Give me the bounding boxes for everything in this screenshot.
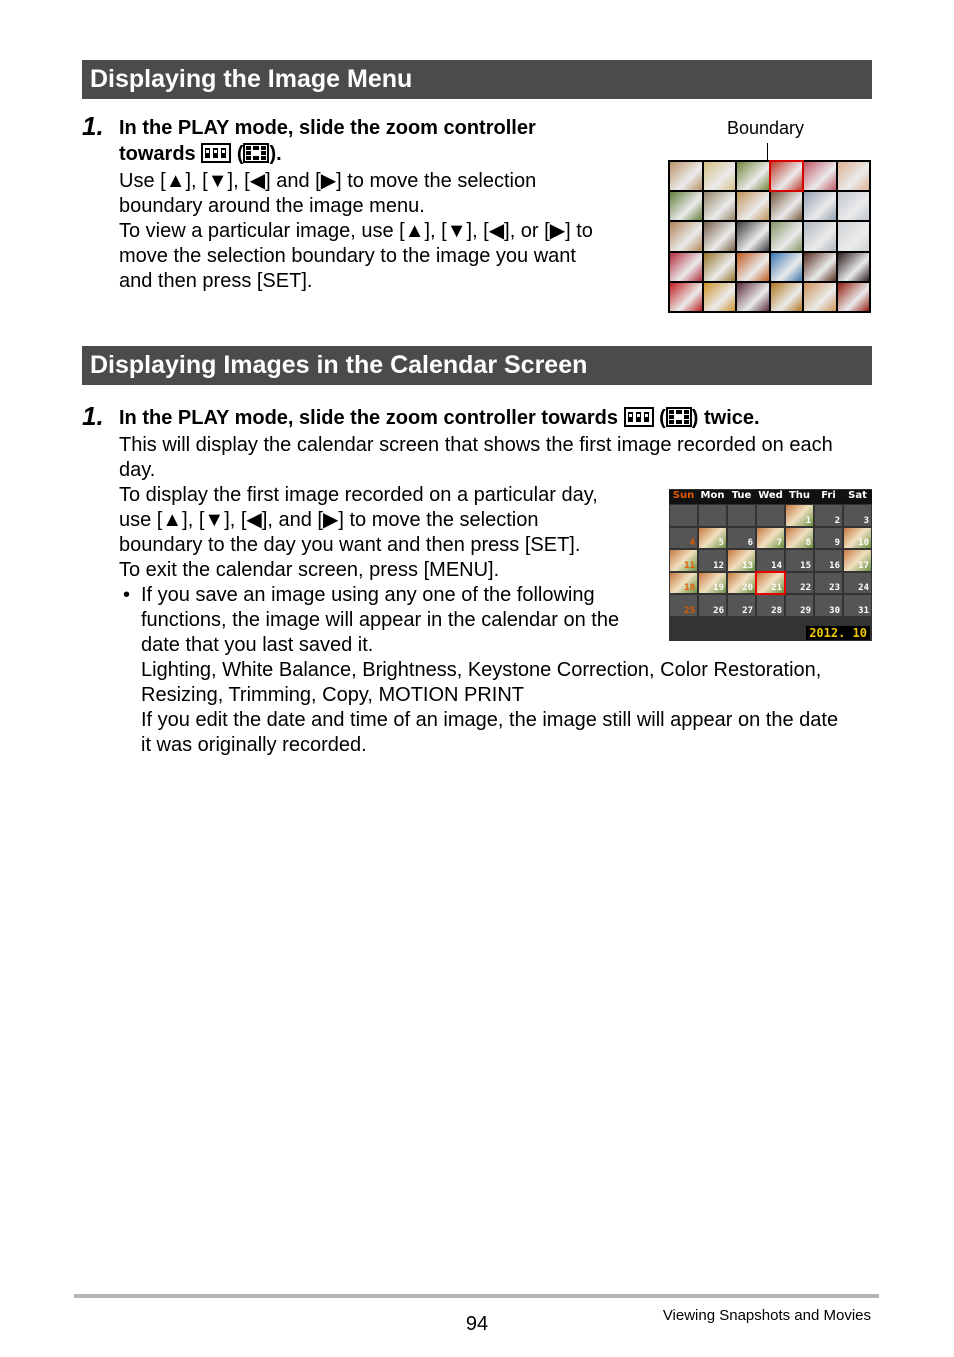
- calendar-day[interactable]: [786, 595, 813, 616]
- calendar-day-number: 28: [771, 605, 782, 616]
- step-heading-twice: ) twice.: [691, 407, 760, 429]
- thumbnail-image: [737, 283, 769, 311]
- right-arrow-icon: ▶: [322, 509, 339, 531]
- page-number: 94: [465, 1313, 489, 1335]
- calendar-day[interactable]: [757, 573, 784, 594]
- thumbnail-image: [704, 222, 736, 250]
- thumbnail-image: [771, 222, 803, 250]
- calendar-day-number: 6: [747, 538, 753, 548]
- weekday-label: Wed: [756, 490, 785, 504]
- weekday-label: Sat: [843, 490, 872, 504]
- calendar-day[interactable]: [728, 505, 755, 526]
- calendar-day[interactable]: [844, 505, 871, 526]
- grid-view-icon: [666, 407, 692, 434]
- section1-body: [119, 169, 659, 294]
- calendar-day[interactable]: [757, 528, 784, 549]
- calendar-day[interactable]: [699, 550, 726, 571]
- calendar-day-number: 2: [834, 515, 840, 526]
- calendar-day-number: 12: [713, 560, 724, 571]
- bullet-mark: •: [123, 584, 131, 606]
- calendar-day[interactable]: [728, 573, 755, 594]
- calendar-day[interactable]: [844, 573, 871, 594]
- thumbnail-image: [670, 283, 702, 311]
- right-arrow-icon: ▶: [320, 170, 337, 192]
- calendar-day-number: 10: [858, 538, 869, 548]
- calendar-day-number: 26: [713, 605, 724, 616]
- calendar-day[interactable]: [757, 550, 784, 571]
- chapter-title: Viewing Snapshots and Movies: [662, 1307, 871, 1324]
- left-arrow-icon: ◀: [249, 170, 266, 192]
- weekday-label: Tue: [727, 490, 756, 504]
- thumbnail-image: [804, 222, 836, 250]
- calendar-day-number: 25: [684, 605, 695, 616]
- thumbnail-image: [838, 283, 870, 311]
- calendar-day-number: 14: [771, 560, 782, 571]
- calendar-day-number: 4: [689, 538, 695, 548]
- bullet-line: If you edit the date and time of an image, the image still will appear on the date: [141, 709, 839, 731]
- body-line: Use [▲], [▼], [◀] and [▶] to move the selection: [119, 170, 537, 192]
- up-arrow-icon: ▲: [404, 220, 425, 242]
- thumbnail-image: [704, 192, 736, 220]
- calendar-day[interactable]: [786, 528, 813, 549]
- calendar-day[interactable]: [844, 528, 871, 549]
- calendar-day[interactable]: [699, 573, 726, 594]
- body-line: use [▲], [▼], [◀], and [▶] to move the selection: [119, 509, 539, 531]
- calendar-day-number: 1: [805, 515, 811, 526]
- thumbnail-image: [804, 162, 836, 190]
- calendar-day-number: 31: [858, 605, 869, 616]
- figure-label-boundary: Boundary: [727, 118, 805, 138]
- image-menu-thumbnail-grid: [668, 160, 871, 313]
- calendar-day[interactable]: [786, 505, 813, 526]
- bullet-line: functions, the image will appear in the calendar on the: [141, 609, 620, 631]
- calendar-day-number: 7: [776, 538, 782, 548]
- body-line: To view a particular image, use [▲], [▼], [◀], or [▶] to: [119, 220, 593, 242]
- left-arrow-icon: ◀: [246, 509, 262, 531]
- thumbnail-image: [838, 192, 870, 220]
- calendar-day[interactable]: [844, 550, 871, 571]
- calendar-day[interactable]: [670, 550, 697, 571]
- thumbnail-image: [771, 192, 803, 220]
- right-arrow-icon: ▶: [549, 220, 566, 242]
- step-heading-line1: In the PLAY mode, slide the zoom controller: [119, 117, 536, 139]
- down-arrow-icon: ▼: [207, 170, 228, 192]
- body-line: This will display the calendar screen that shows the first image recorded on each: [119, 434, 833, 456]
- calendar-day[interactable]: [699, 595, 726, 616]
- calendar-day-number: 24: [858, 583, 869, 593]
- thumbnail-image: [804, 253, 836, 281]
- bullet-line: Resizing, Trimming, Copy, MOTION PRINT: [141, 684, 525, 706]
- section-heading-calendar: Displaying Images in the Calendar Screen: [82, 346, 872, 385]
- calendar-day-number: 16: [829, 560, 840, 571]
- multi-image-icon: [201, 143, 231, 170]
- weekday-label: Thu: [785, 490, 814, 504]
- calendar-day-number: 30: [829, 605, 840, 616]
- step-heading-line2: towards ( ).: [119, 141, 536, 170]
- calendar-day[interactable]: [699, 505, 726, 526]
- calendar-day-number: 3: [863, 515, 869, 526]
- calendar-day-number: 8: [805, 538, 811, 548]
- step-heading: [119, 115, 536, 170]
- bullet-line: If you save an image using any one of the following: [141, 584, 595, 606]
- step-heading: In the PLAY mode, slide the zoom controller towards ( ) twice.: [119, 405, 760, 434]
- thumbnail-image: [838, 222, 870, 250]
- calendar-day[interactable]: [757, 505, 784, 526]
- thumbnail-image: [737, 192, 769, 220]
- calendar-day[interactable]: [670, 595, 697, 616]
- bullet-line: date that you last saved it.: [141, 634, 374, 656]
- multi-image-icon: [624, 407, 654, 434]
- thumbnail-image: [670, 222, 702, 250]
- down-arrow-icon: ▼: [204, 509, 225, 531]
- step-heading-close: ).: [269, 143, 282, 165]
- thumbnail-image: [704, 283, 736, 311]
- step-number: 1.: [82, 111, 104, 141]
- up-arrow-icon: ▲: [162, 509, 183, 531]
- calendar-day-number: 18: [684, 583, 695, 593]
- thumbnail-image: [737, 162, 769, 190]
- calendar-day[interactable]: [815, 595, 842, 616]
- calendar-day[interactable]: [670, 505, 697, 526]
- calendar-day[interactable]: [815, 505, 842, 526]
- calendar-day-number: 9: [834, 538, 840, 548]
- calendar-day[interactable]: [786, 550, 813, 571]
- calendar-day-number: 13: [742, 560, 753, 571]
- thumbnail-image: [704, 253, 736, 281]
- calendar-day[interactable]: [728, 595, 755, 616]
- thumbnail-image: [771, 253, 803, 281]
- calendar-day-number: 23: [829, 583, 840, 593]
- thumbnail-image: [804, 283, 836, 311]
- calendar-day[interactable]: [699, 528, 726, 549]
- thumbnail-image: [737, 253, 769, 281]
- calendar-day-number: 20: [742, 583, 753, 593]
- calendar-day[interactable]: [670, 528, 697, 549]
- calendar-day-number: 27: [742, 605, 753, 616]
- down-arrow-icon: ▼: [446, 220, 467, 242]
- body-line: boundary around the image menu.: [119, 195, 425, 217]
- calendar-day[interactable]: [815, 550, 842, 571]
- calendar-day-number: 19: [713, 583, 724, 593]
- calendar-day[interactable]: [815, 528, 842, 549]
- calendar-day[interactable]: [728, 550, 755, 571]
- thumbnail-image: [670, 253, 702, 281]
- body-line: day.: [119, 459, 156, 481]
- footer-divider: [74, 1294, 879, 1298]
- body-line: and then press [SET].: [119, 270, 313, 292]
- step-heading-towards: towards: [119, 143, 196, 165]
- calendar-day-number: 29: [800, 605, 811, 616]
- step-heading-text: In the PLAY mode, slide the zoom controller towards: [119, 407, 618, 429]
- thumbnail-image: [838, 253, 870, 281]
- calendar-day-number: 15: [800, 560, 811, 571]
- left-arrow-icon: ◀: [488, 220, 505, 242]
- thumbnail-image: [670, 192, 702, 220]
- body-line: To exit the calendar screen, press [MENU].: [119, 559, 500, 581]
- calendar-day[interactable]: [757, 595, 784, 616]
- weekday-label: Fri: [814, 490, 843, 504]
- bullet-line: it was originally recorded.: [141, 734, 367, 756]
- weekday-label: Mon: [698, 490, 727, 504]
- body-line: move the selection boundary to the image you want: [119, 245, 576, 267]
- calendar-day[interactable]: [728, 528, 755, 549]
- thumbnail-image: [704, 162, 736, 190]
- calendar-day[interactable]: [670, 573, 697, 594]
- thumbnail-image: [804, 192, 836, 220]
- calendar-day-number: 17: [858, 560, 869, 571]
- up-arrow-icon: ▲: [165, 170, 186, 192]
- calendar-day-number: 11: [684, 560, 695, 571]
- calendar-year-month: 2012. 10: [806, 626, 870, 640]
- body-line: To display the first image recorded on a particular day,: [119, 484, 598, 506]
- calendar-day-number: 22: [800, 583, 811, 593]
- weekday-label: Sun: [669, 490, 698, 504]
- thumbnail-image: [838, 162, 870, 190]
- calendar-day-number: 21: [771, 583, 782, 593]
- section-heading-image-menu: Displaying the Image Menu: [82, 60, 872, 99]
- calendar-day-number: 5: [718, 538, 724, 548]
- selected-thumbnail: [771, 162, 803, 190]
- calendar-screen: [669, 489, 872, 641]
- thumbnail-image: [737, 222, 769, 250]
- step-number: 1.: [82, 401, 104, 431]
- calendar-day[interactable]: [815, 573, 842, 594]
- calendar-day[interactable]: [844, 595, 871, 616]
- bullet-line: Lighting, White Balance, Brightness, Keystone Correction, Color Restoration,: [141, 659, 822, 681]
- thumbnail-image: [670, 162, 702, 190]
- calendar-day[interactable]: [786, 573, 813, 594]
- thumbnail-image: [771, 283, 803, 311]
- body-line: boundary to the day you want and then press [SET].: [119, 534, 581, 556]
- grid-view-icon: [243, 143, 269, 170]
